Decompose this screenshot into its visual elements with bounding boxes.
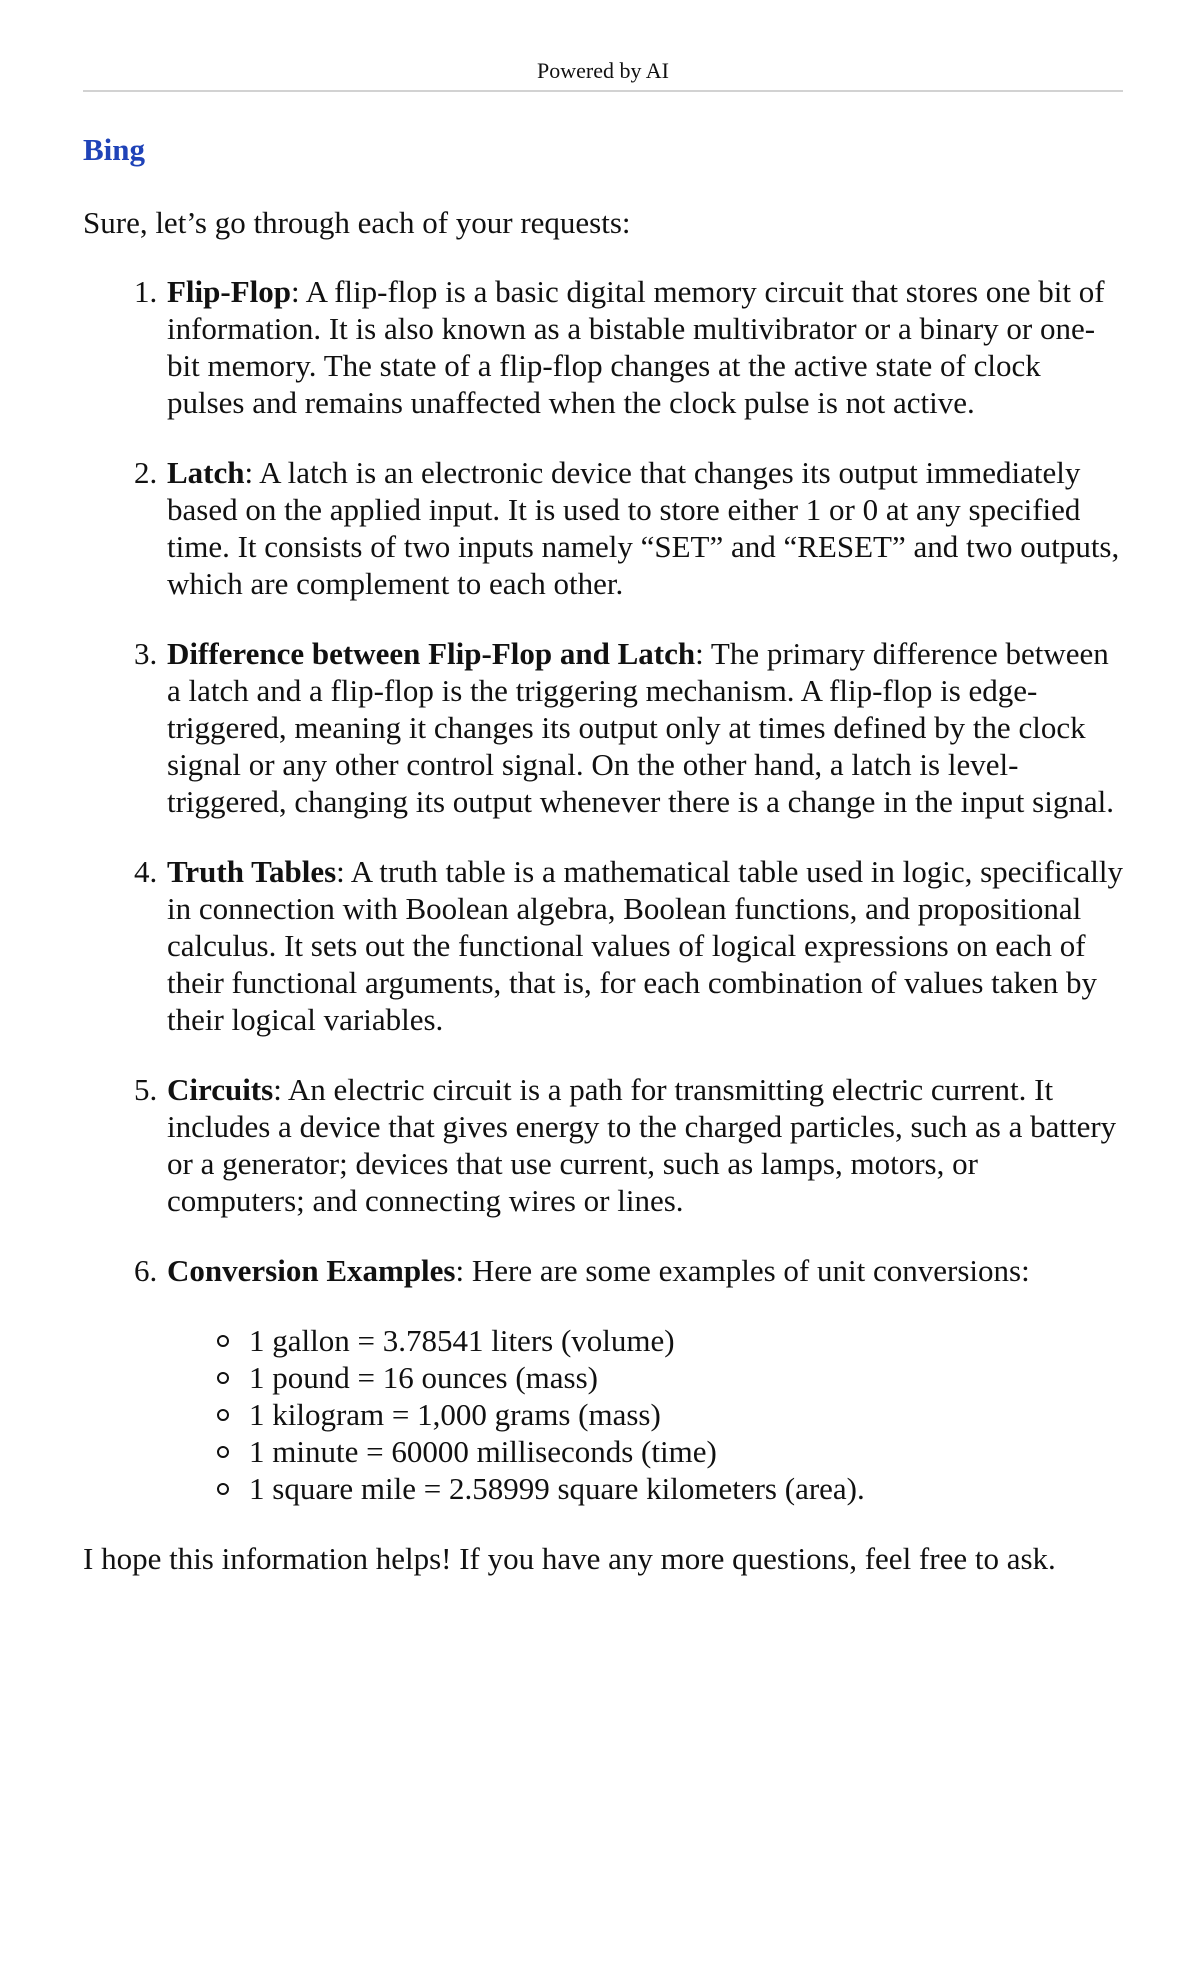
conversion-item: [217, 1322, 1123, 1359]
document-page: [83, 0, 1123, 1577]
header-text: Powered by AI: [537, 58, 669, 83]
conversion-text: 1 pound = 16 ounces (mass): [249, 1360, 598, 1395]
list-item-flip-flop: [165, 273, 1123, 421]
item-description: : The primary difference between a latch and a flip-flop is the triggering mechanism. A flip-flop is edge-triggered, meaning it changes its output only at times defined by the clock signal or any other control signal. On the other hand, a latch is level-triggered, changing its output whenever there is a change in the input signal.: [167, 636, 1114, 819]
item-description: : A flip-flop is a basic digital memory circuit that stores one bit of information. It is also known as a bistable multivibrator or a binary or one-bit memory. The state of a flip-flop changes at the active state of clock pulses and remains unaffected when the clock pulse is not active.: [167, 274, 1105, 420]
header-divider: [83, 90, 1123, 92]
circle-bullet-icon: [217, 1335, 229, 1347]
conversion-text: 1 kilogram = 1,000 grams (mass): [249, 1397, 661, 1432]
item-description: : An electric circuit is a path for transmitting electric current. It includes a device that gives energy to the charged particles, such as a battery or a generator; devices that use current, such as lamps, motors, or computers; and connecting wires or lines.: [167, 1072, 1117, 1218]
item-term: Difference between Flip-Flop and Latch: [167, 636, 696, 671]
circle-bullet-icon: [217, 1483, 229, 1495]
conversion-item: [217, 1470, 1123, 1507]
conversion-item: [217, 1433, 1123, 1470]
response-source-title: Bing: [83, 132, 146, 167]
conversion-text: 1 square mile = 2.58999 square kilometers (area).: [249, 1471, 865, 1506]
conversion-item: [217, 1396, 1123, 1433]
circle-bullet-icon: [217, 1446, 229, 1458]
closing-paragraph: I hope this information helps! If you have any more questions, feel free to ask.: [83, 1541, 1056, 1576]
item-term: Truth Tables: [167, 854, 337, 889]
circle-bullet-icon: [217, 1372, 229, 1384]
item-term: Latch: [167, 455, 245, 490]
intro-paragraph: Sure, let’s go through each of your requests:: [83, 205, 631, 240]
item-term: Circuits: [167, 1072, 274, 1107]
page-header: [83, 0, 1123, 84]
list-item-latch: [165, 454, 1123, 602]
conversion-list: [167, 1322, 1123, 1507]
circle-bullet-icon: [217, 1409, 229, 1421]
list-item-circuits: [165, 1071, 1123, 1219]
conversion-text: 1 minute = 60000 milliseconds (time): [249, 1434, 717, 1469]
item-description: : A latch is an electronic device that changes its output immediately based on the applied input. It is used to store either 1 or 0 at any specified time. It consists of two inputs namely “SET” and “RESET” and two outputs, which are complement to each other.: [167, 455, 1120, 601]
topics-list: [83, 273, 1123, 1507]
conversion-item: [217, 1359, 1123, 1396]
item-term: Conversion Examples: [167, 1253, 456, 1288]
list-item-truth-tables: [165, 853, 1123, 1038]
item-term: Flip-Flop: [167, 274, 292, 309]
conversion-text: 1 gallon = 3.78541 liters (volume): [249, 1323, 675, 1358]
item-description: : Here are some examples of unit conversions:: [455, 1253, 1030, 1288]
list-item-conversion-examples: [165, 1252, 1123, 1507]
list-item-difference: [165, 635, 1123, 820]
item-description: : A truth table is a mathematical table used in logic, specifically in connection with Boolean algebra, Boolean functions, and propositional calculus. It sets out the functional values of logical expressions on each of their functional arguments, that is, for each combination of values taken by their logical variables.: [167, 854, 1123, 1037]
